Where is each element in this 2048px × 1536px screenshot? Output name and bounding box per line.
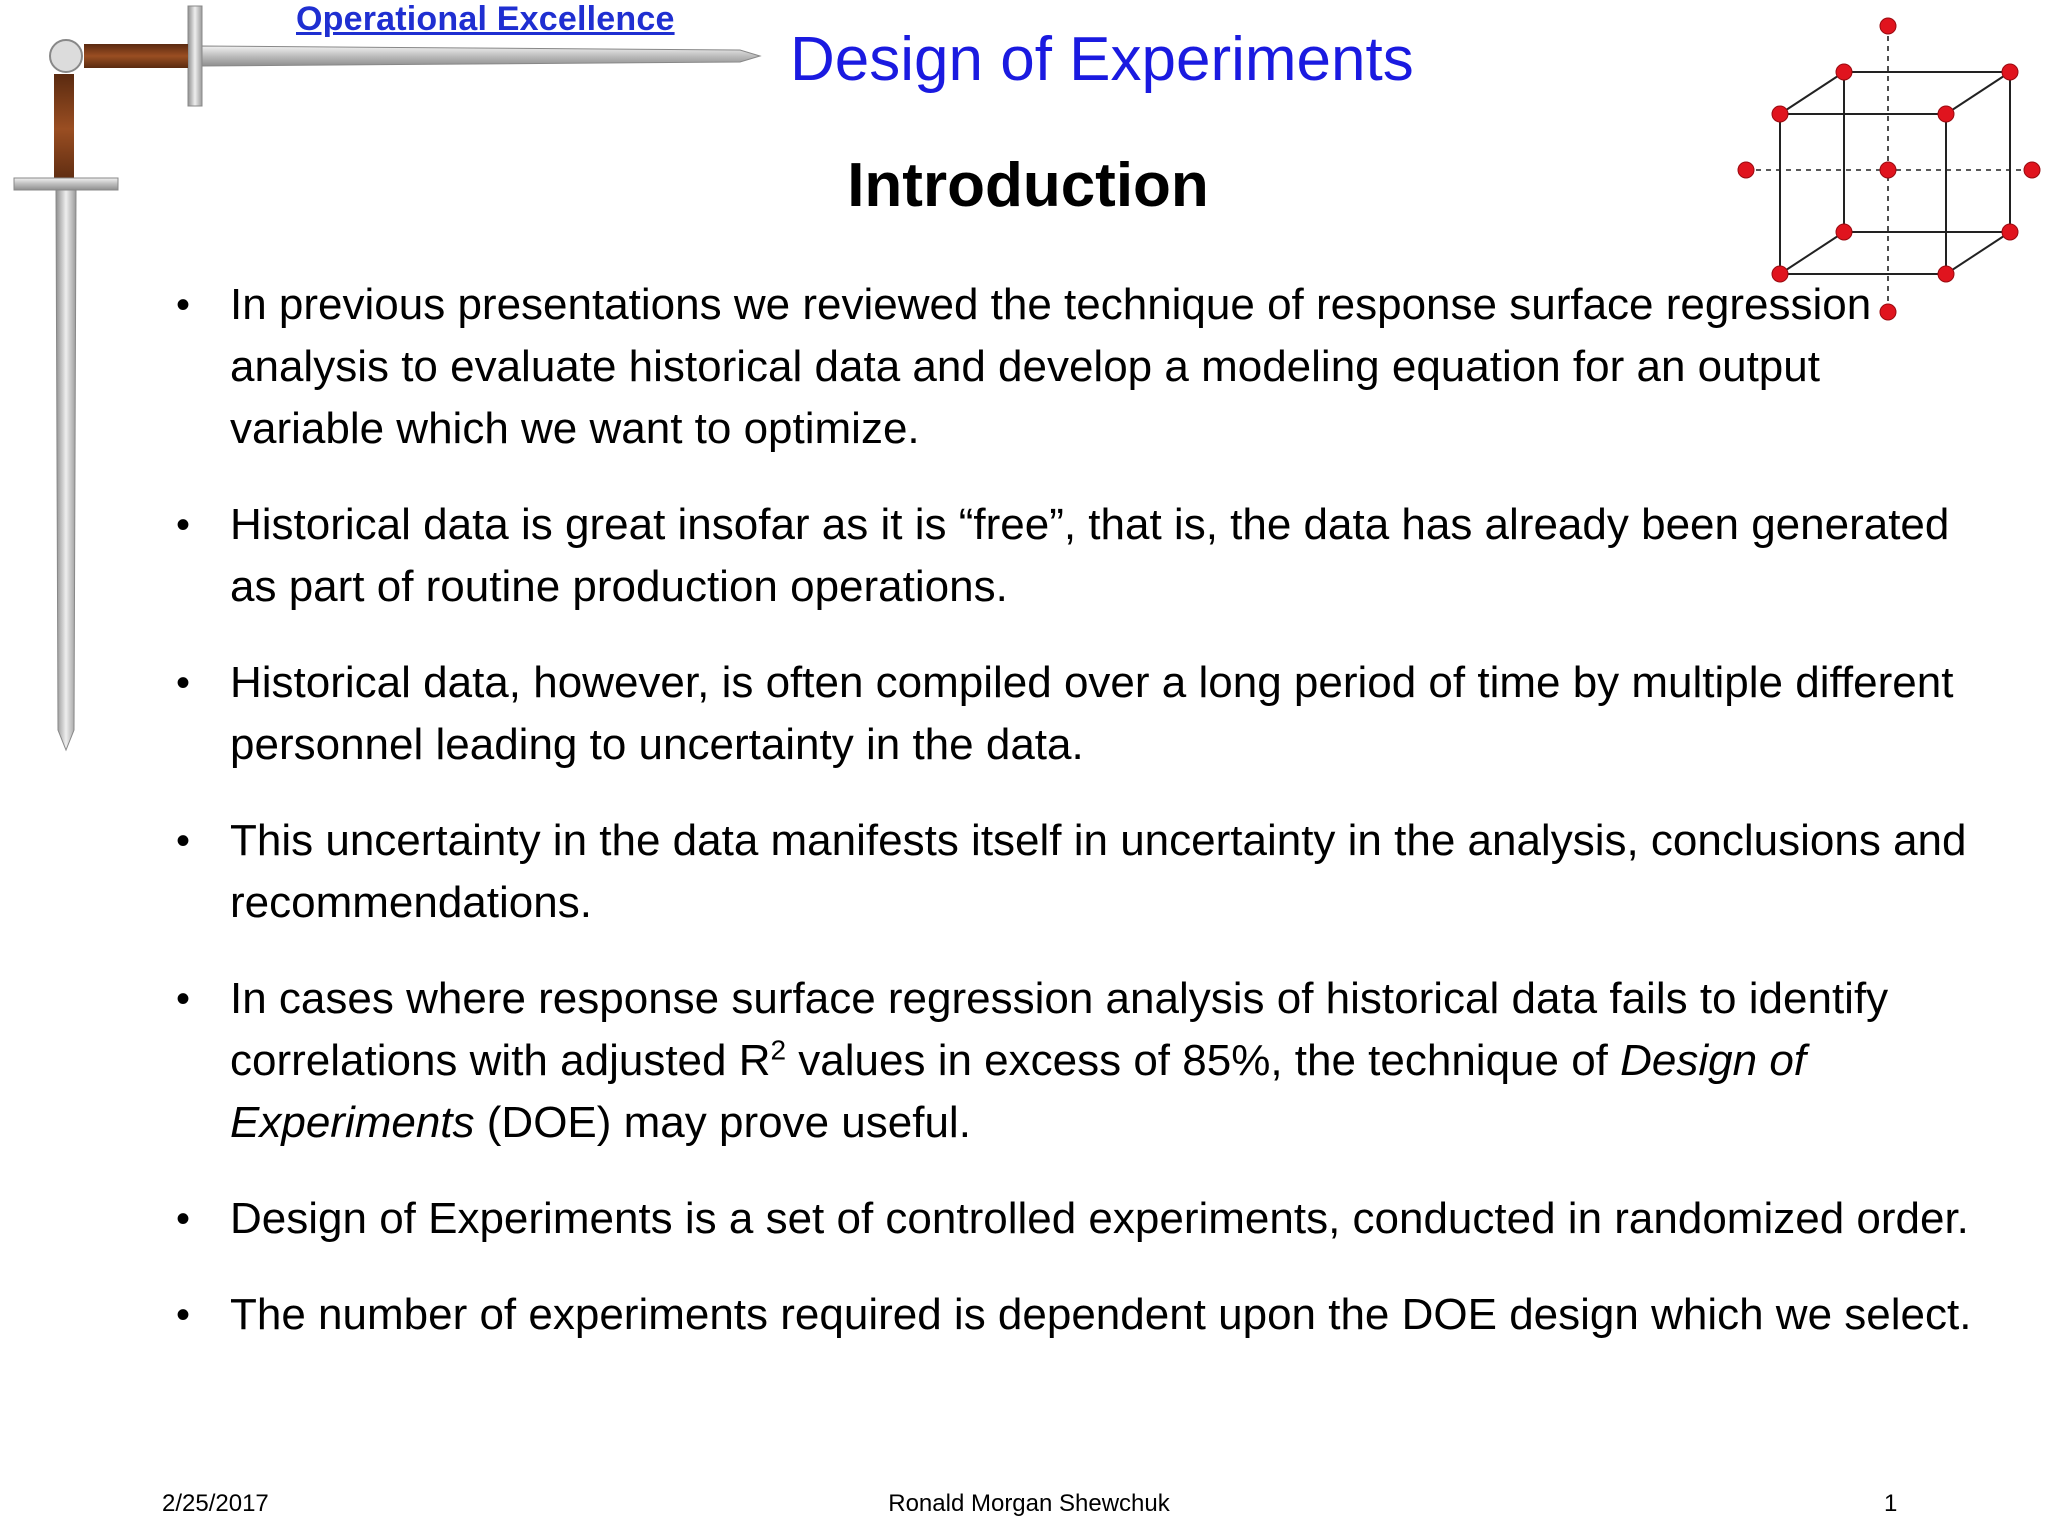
brand-title: Operational Excellence — [296, 0, 675, 38]
bullet-text: The number of experiments required is dependent upon the DOE design which we select. — [230, 1290, 1972, 1339]
bullet-text: In previous presentations we reviewed the technique of response surface regression analysis to evaluate historical data and develop a modeling equation for an output variable which we want to optimize. — [230, 280, 1872, 453]
bullet-text-part: values in excess of 85%, the technique of — [786, 1036, 1621, 1085]
bullet-text: Historical data, however, is often compiled over a long period of time by multiple different personnel leading to uncertainty in the data. — [230, 658, 1954, 769]
superscript: 2 — [770, 1034, 787, 1066]
bullet-text: Historical data is great insofar as it is “free”, that is, the data has already been generated as part of routine production operations. — [230, 500, 1950, 611]
italic-term: Design of Experiments — [230, 1036, 1807, 1147]
bullet-item — [176, 494, 1976, 618]
bullet-item — [176, 968, 1976, 1154]
slide-title-text: Introduction — [847, 151, 1209, 220]
bullet-text: Design of Experiments is a set of controlled experiments, conducted in randomized order. — [230, 1194, 1969, 1243]
deck-title: Design of Experiments — [790, 25, 1414, 94]
footer-author: Ronald Morgan Shewchuk — [888, 1490, 1170, 1517]
bullet-text-part: (DOE) may prove useful. — [474, 1098, 971, 1147]
bullet-item — [176, 274, 1976, 460]
bullet-text-part: In cases where response surface regression analysis of historical data fails to identify correlations with adjusted R — [230, 974, 1889, 1085]
bullet-item — [176, 1188, 1976, 1250]
footer-page-number: 1 — [1884, 1490, 1898, 1517]
bullet-list — [176, 274, 1976, 1380]
bullet-item — [176, 1284, 1976, 1346]
bullet-text: This uncertainty in the data manifests itself in uncertainty in the analysis, conclusions and recommendations. — [230, 816, 1967, 927]
footer-date: 2/25/2017 — [162, 1490, 269, 1517]
bullet-item — [176, 652, 1976, 776]
bullet-item — [176, 810, 1976, 934]
